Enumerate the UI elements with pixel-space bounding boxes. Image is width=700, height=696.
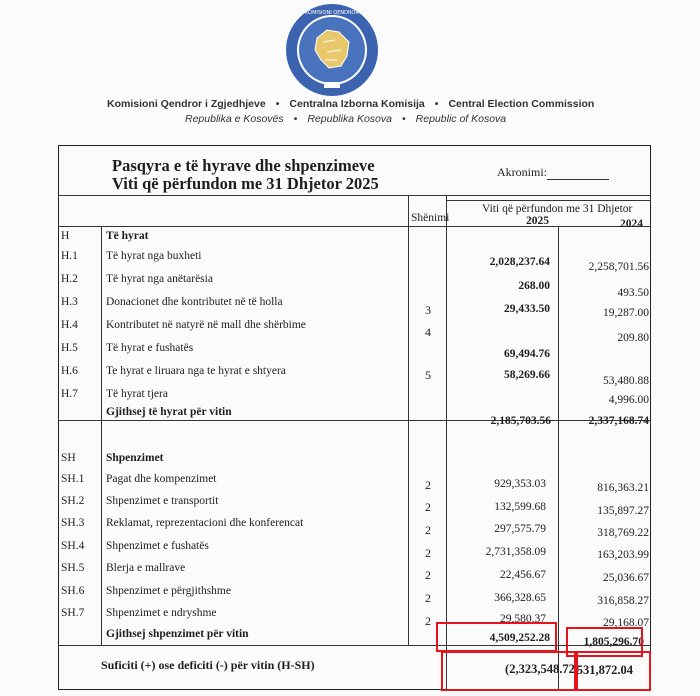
acronym-field	[497, 165, 609, 180]
income-row-code: H.1	[61, 250, 78, 262]
expense-row-code: SH.6	[61, 585, 85, 597]
income-row-note: 4	[425, 325, 431, 339]
org-name-sq: Komisioni Qendror i Zgjedhjeve	[107, 98, 266, 110]
rule	[58, 195, 651, 196]
expenses-code: SH	[61, 452, 76, 464]
expense-row-note: 2	[425, 591, 431, 605]
income-row-code: H.2	[61, 273, 78, 285]
expense-row-label: Blerja e mallrave	[106, 562, 186, 574]
expense-row-note: 2	[425, 500, 431, 514]
statement-subtitle: Viti që përfundon me 31 Dhjetor 2025	[112, 174, 379, 193]
income-row-label: Te hyrat e liruara nga te hyrat e shtyera	[106, 365, 286, 377]
expense-row-2024: 135,897.27	[597, 505, 649, 517]
expense-row-2025: 29,580.37	[500, 613, 546, 625]
expense-row-label: Shpenzimet e ndryshme	[106, 607, 217, 619]
income-row-code: H.4	[61, 319, 78, 331]
rule	[446, 196, 447, 690]
income-row-code: H.6	[61, 365, 78, 377]
expense-row-note: 2	[425, 546, 431, 560]
republic-sq: Republika e Kosovës	[185, 113, 284, 125]
col-2025-header: 2025	[526, 215, 549, 227]
expense-row-note: 2	[425, 614, 431, 628]
rule	[446, 200, 651, 201]
income-heading: Të hyrat	[106, 230, 149, 242]
separator: •	[401, 113, 406, 125]
separator: •	[434, 98, 439, 110]
expense-row-label: Shpenzimet e transportit	[106, 495, 219, 507]
income-row-note: 5	[425, 368, 431, 382]
income-row-label: Të hyrat e fushatës	[106, 342, 194, 354]
org-names-line	[102, 98, 595, 110]
expense-row-2024: 318,769.22	[597, 527, 649, 539]
expense-row-2024: 316,858.27	[597, 595, 649, 607]
expense-row-code: SH.4	[61, 540, 85, 552]
income-total-label: Gjithsej të hyrat për vitin	[106, 406, 232, 418]
svg-text:KOMISIONI QENDROR: KOMISIONI QENDROR	[305, 10, 359, 16]
income-row-2025: 29,433.50	[504, 303, 550, 315]
col-notes-header: Shënimi	[411, 212, 450, 224]
expense-row-label: Pagat dhe kompenzimet	[106, 473, 217, 485]
org-name-en: Central Election Commission	[448, 98, 595, 110]
result-2025: (2,323,548.72)	[505, 662, 579, 676]
income-row-2024: 19,287.00	[603, 307, 649, 319]
expense-row-2025: 297,575.79	[494, 523, 546, 535]
income-row-2025: 2,028,237.64	[489, 256, 550, 268]
expense-row-2024: 163,203.99	[597, 549, 649, 561]
highlight-box	[441, 651, 576, 691]
income-row-label: Të hyrat nga buxheti	[106, 250, 202, 262]
col-period-header: Viti që përfundon me 31 Dhjetor	[482, 203, 633, 215]
income-code: H	[61, 230, 70, 242]
rule	[58, 420, 651, 421]
republic-names-line	[180, 113, 511, 125]
expenses-total-2025: 4,509,252.28	[489, 632, 550, 644]
separator: •	[293, 113, 298, 125]
income-row-note: 3	[425, 303, 431, 317]
acronym-blank	[547, 179, 609, 180]
expense-row-code: SH.1	[61, 473, 85, 485]
expense-row-note: 2	[425, 523, 431, 537]
income-row-2024: 2,258,701.56	[588, 261, 649, 273]
expense-row-2025: 22,456.67	[500, 569, 546, 581]
expense-row-label: Reklamat, reprezentacioni dhe konferencat	[106, 517, 304, 529]
result-label: Suficiti (+) ose deficiti (-) për vitin (H-SH)	[101, 658, 315, 672]
expense-row-2025: 929,353.03	[494, 478, 546, 490]
result-2024: 531,872.04	[576, 663, 633, 677]
expense-row-label: Shpenzimet e përgjithshme	[106, 585, 231, 597]
rule	[58, 226, 651, 227]
expense-row-2024: 29,168.07	[603, 617, 649, 629]
expense-row-2024: 816,363.21	[597, 482, 649, 494]
expense-row-code: SH.2	[61, 495, 85, 507]
expense-row-note: 2	[425, 478, 431, 492]
separator: •	[275, 98, 280, 110]
income-total-2024: 2,337,168.74	[588, 415, 649, 427]
expense-row-2025: 2,731,358.09	[485, 546, 546, 558]
income-total-2025: 2,185,703.56	[490, 415, 551, 427]
expenses-total-2024: 1,805,296.70	[583, 636, 644, 648]
income-row-code: H.3	[61, 296, 78, 308]
expense-row-code: SH.3	[61, 517, 85, 529]
highlight-box	[576, 651, 651, 691]
org-name-sr: Centralna Izborna Komisija	[289, 98, 425, 110]
income-row-code: H.7	[61, 388, 78, 400]
expense-row-note: 2	[425, 568, 431, 582]
highlight-box	[436, 622, 557, 652]
income-row-2024: 4,996.00	[608, 394, 649, 406]
income-row-label: Donacionet dhe kontributet në të holla	[106, 296, 283, 308]
expenses-heading: Shpenzimet	[106, 452, 164, 464]
rule	[558, 226, 559, 690]
income-row-2024: 493.50	[617, 287, 649, 299]
income-row-2024: 53,480.88	[603, 375, 649, 387]
income-row-2025: 58,269.66	[504, 369, 550, 381]
acronym-label: Akronimi:	[497, 165, 547, 179]
statement-title: Pasqyra e të hyrave dhe shpenzimeve	[112, 156, 375, 175]
income-row-2025: 268.00	[518, 280, 550, 292]
rule	[101, 226, 102, 645]
expense-row-2024: 25,036.67	[603, 572, 649, 584]
republic-en: Republic of Kosova	[415, 113, 507, 125]
income-row-2025: 69,494.76	[504, 348, 550, 360]
expense-row-code: SH.7	[61, 607, 85, 619]
rule	[58, 645, 651, 646]
income-row-label: Të hyrat nga anëtarësia	[106, 273, 213, 285]
expenses-total-label: Gjithsej shpenzimet për vitin	[106, 628, 249, 640]
expense-row-code: SH.5	[61, 562, 85, 574]
cec-kosovo-seal-icon	[283, 2, 381, 98]
income-row-code: H.5	[61, 342, 78, 354]
col-2024-header: 2024	[620, 218, 643, 230]
income-row-label: Kontributet në natyrë në mall dhe shërbime	[106, 319, 306, 331]
rule	[408, 196, 409, 645]
income-row-2024: 209.80	[617, 332, 649, 344]
expense-row-2025: 132,599.68	[494, 501, 546, 513]
income-row-label: Të hyrat tjera	[106, 388, 168, 400]
expense-row-label: Shpenzimet e fushatës	[106, 540, 209, 552]
expense-row-2025: 366,328.65	[494, 592, 546, 604]
republic-sr: Republika Kosova	[307, 113, 392, 125]
